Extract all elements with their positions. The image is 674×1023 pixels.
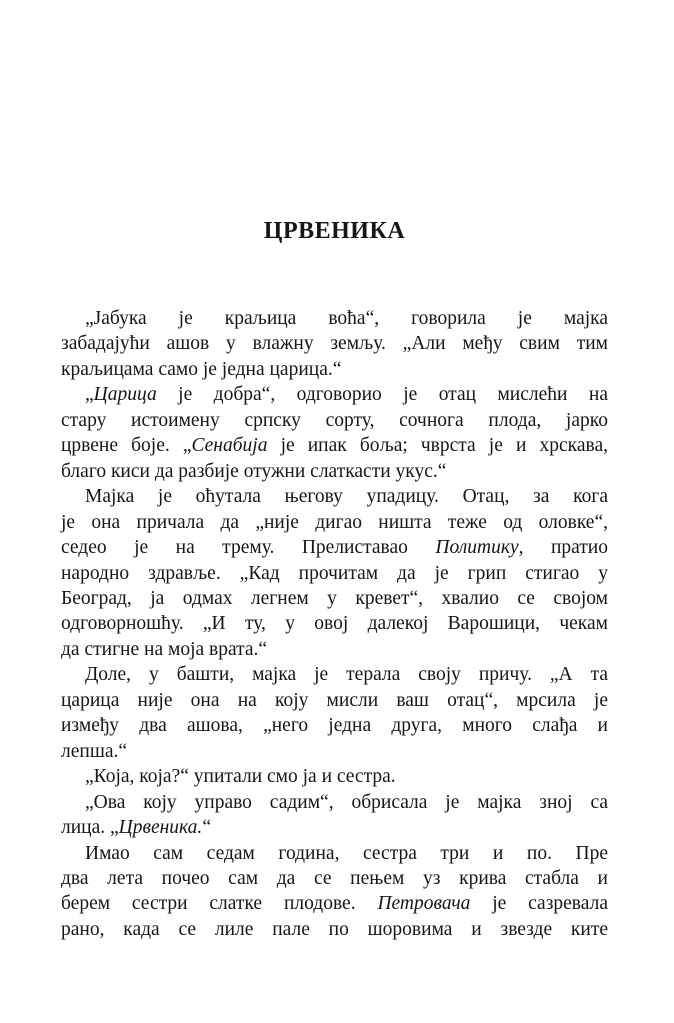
text-line-p3-l5: Београд, ја одмах легнем у кревет“, хвалио се својом <box>61 587 608 609</box>
text-line-p4-l1: Доле, у башти, мајка је терала своју причу. „А та <box>85 664 608 686</box>
italic-text: Црвеника. <box>118 817 203 839</box>
text-line-p3-l1: Мајка је оћутала његову упадицу. Отац, за кога <box>85 486 608 508</box>
text-line-p4-l2: царица није она на коју мисли ваш отац“, мрсила је <box>61 689 608 711</box>
text-line-p1-l1: „Јабука је краљица воћа“, говорила је мајка <box>85 308 608 329</box>
italic-text: Петровача <box>377 893 471 915</box>
text-line-p3-l6: одговорношћу. „И ту, у овој далекој Варошици, чекам <box>61 613 608 635</box>
body-text-block <box>61 306 608 942</box>
text-line-p5-l1: „Која, која?“ упитали смо ја и сестра. <box>85 766 396 788</box>
text-line-p2-l4: благо киси да разбије отужни слаткасти укус.“ <box>61 460 447 482</box>
text-line-p1-l2: забадајући ашов у влажну земљу. „Али међу свим тим <box>61 333 608 355</box>
text-line-p7-l3: берем сестри слатке плодове. Петровача је сазревала <box>61 893 608 915</box>
text-line-p3-l4: народно здравље. „Кад прочитам да је грип стигао у <box>61 562 608 584</box>
text-line-p6-l1: „Ова коју управо садим“, обрисала је мајка зној са <box>85 791 608 813</box>
text-line-p1-l3: краљицама само је једна царица.“ <box>61 358 342 380</box>
text-line-p2-l1: „Царица је добра“, одговорио је отац мислећи на <box>85 384 608 406</box>
text-line-p3-l7: да стигне на моја врата.“ <box>61 638 268 660</box>
text-line-p6-l2: лица. „Црвеника.“ <box>61 817 211 839</box>
text-line-p3-l2: је она причала да „није дигао ништа теже од оловке“, <box>61 511 608 533</box>
italic-text: Сенабија <box>191 435 268 457</box>
text-line-p4-l3: између два ашова, „него једна друга, много слађа и <box>61 715 608 737</box>
italic-text: Политику <box>435 537 519 559</box>
text-line-p4-l4: лепша.“ <box>61 740 128 762</box>
text-line-p3-l3: седео је на трему. Прелиставао Политику, пратио <box>61 537 608 559</box>
text-line-p7-l2: два лета почео сам да се пењем уз крива стабла и <box>61 867 608 889</box>
text-line-p2-l3: црвене боје. „Сенабија је ипак боља; чврста је и хрскава, <box>61 435 608 457</box>
text-line-p7-l4: рано, када се лиле пале по шоровима и звезде ките <box>61 918 608 940</box>
italic-text: Царица <box>93 384 157 406</box>
text-line-p2-l2: стару истоимену српску сорту, сочнога плода, јарко <box>61 409 608 431</box>
text-line-p7-l1: Имао сам седам година, сестра три и по. Пре <box>85 842 608 864</box>
chapter-title: ЦРВЕНИКА <box>263 218 406 244</box>
